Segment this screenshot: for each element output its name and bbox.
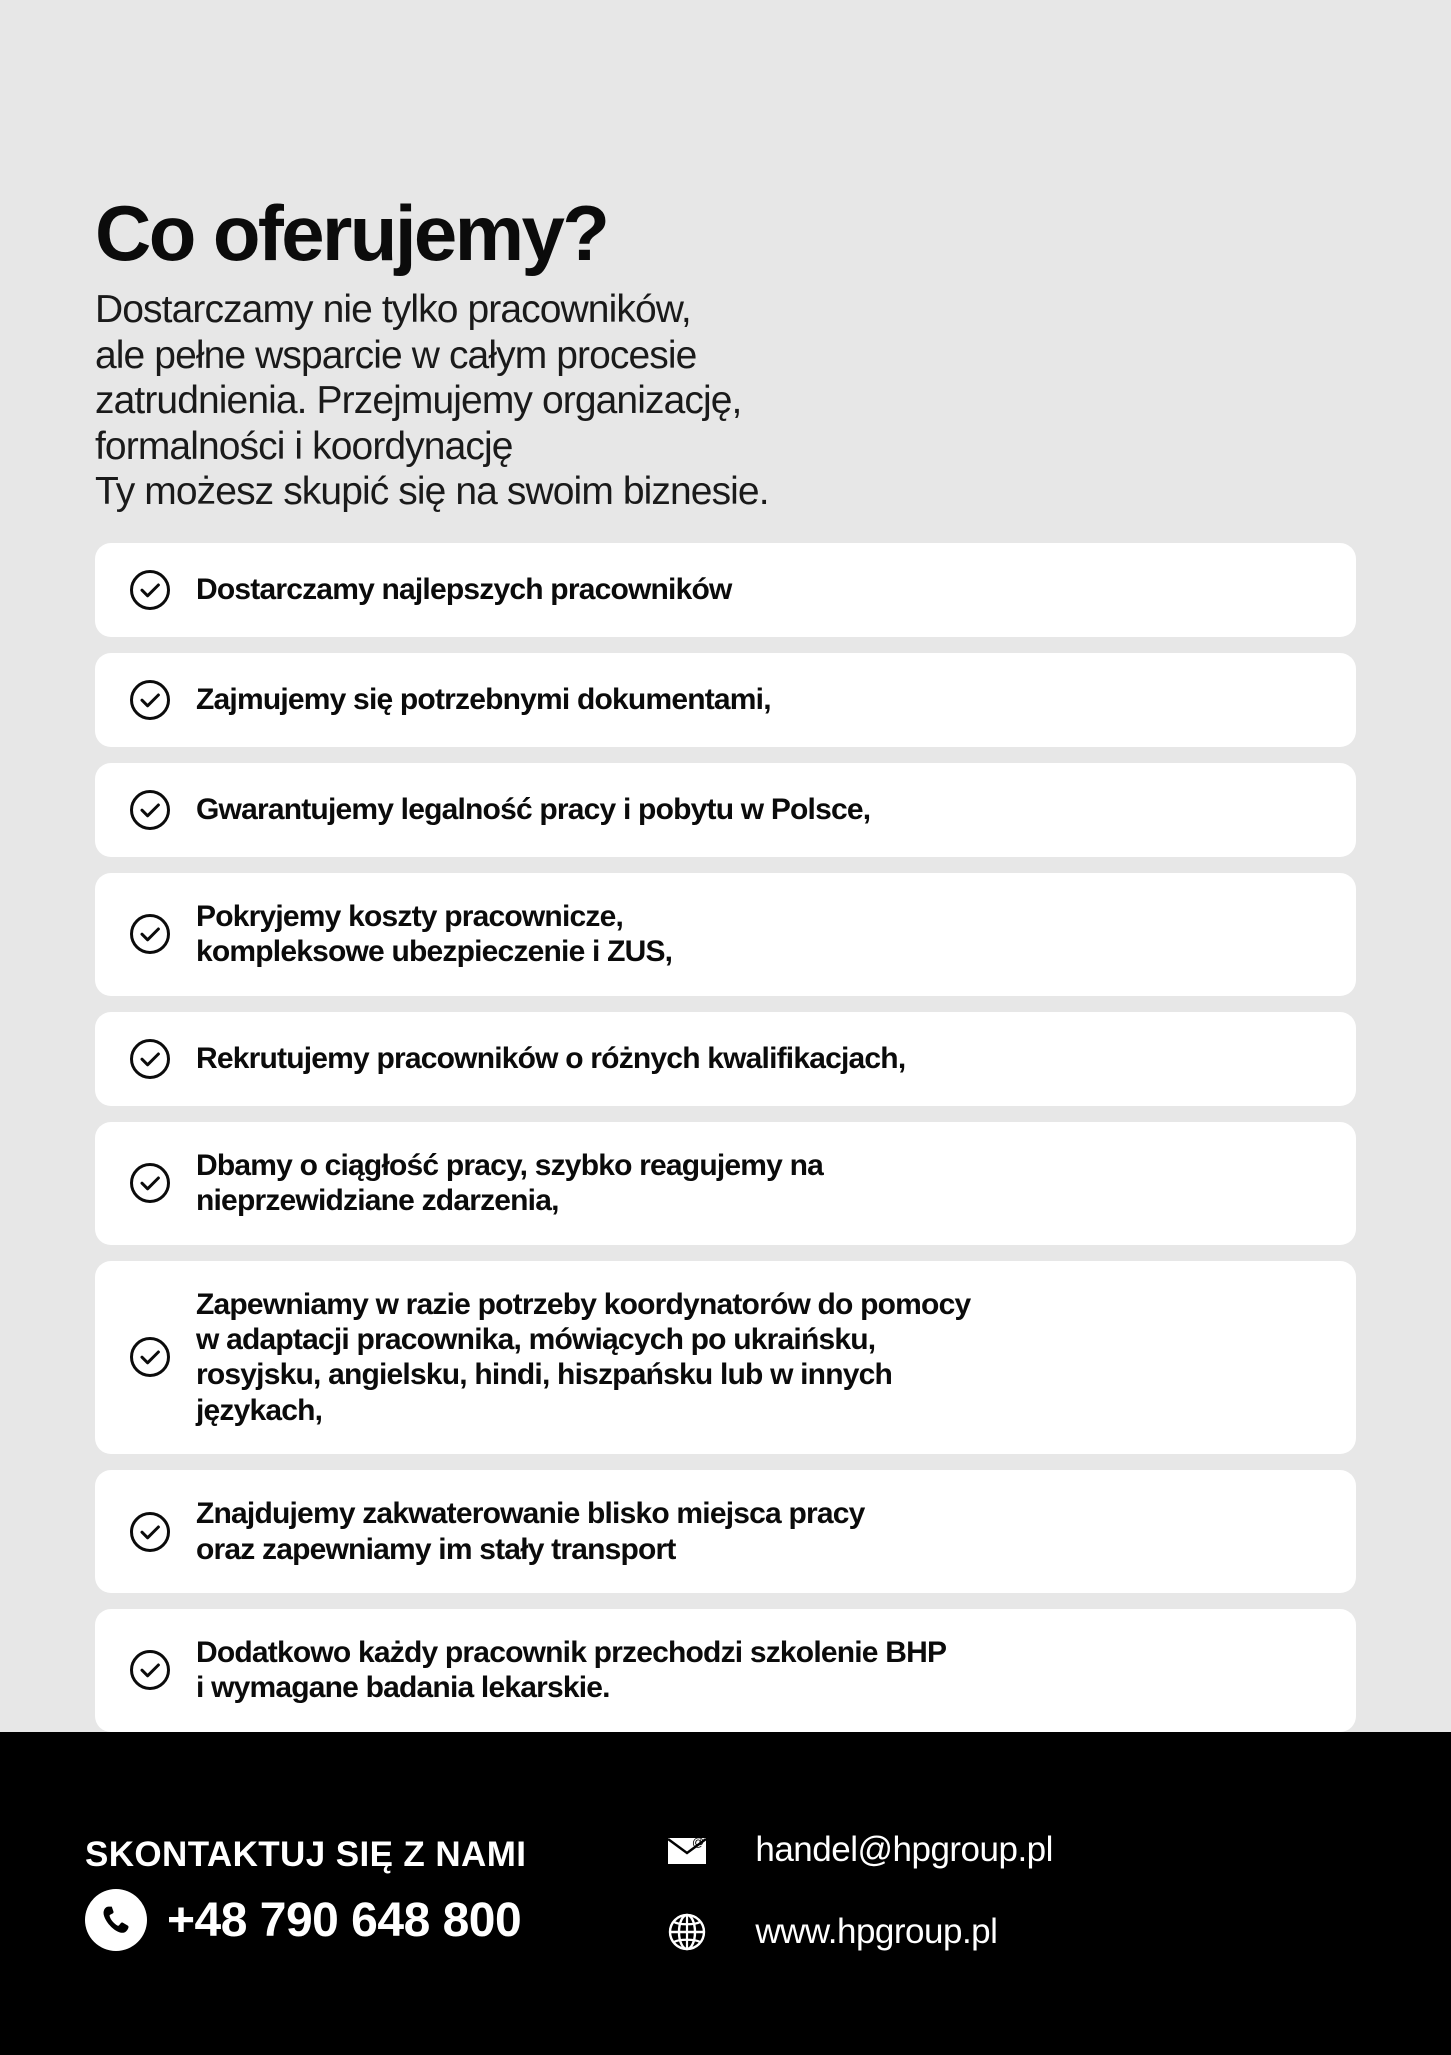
benefit-text bbox=[196, 899, 672, 970]
footer-heading: SKONTAKTUJ SIĘ Z NAMI bbox=[85, 1835, 527, 1875]
check-circle-icon bbox=[129, 1038, 171, 1080]
check-circle-icon bbox=[129, 913, 171, 955]
benefit-line: Zajmujemy się potrzebnymi dokumentami, bbox=[196, 683, 771, 717]
website-row[interactable] bbox=[664, 1909, 1053, 1955]
benefit-item bbox=[95, 1122, 1356, 1245]
benefit-line: Znajdujemy zakwaterowanie blisko miejsca pracy bbox=[196, 1497, 865, 1531]
intro-line: ale pełne wsparcie w całym procesie bbox=[95, 333, 697, 377]
benefit-text bbox=[196, 1287, 970, 1429]
benefit-line: Zapewniamy w razie potrzeby koordynatorów do pomocy bbox=[196, 1287, 971, 1321]
benefit-line: nieprzewidziane zdarzenia, bbox=[196, 1184, 559, 1218]
benefit-text bbox=[196, 682, 771, 717]
benefit-text bbox=[196, 792, 870, 827]
check-circle-icon bbox=[129, 569, 171, 611]
website-url[interactable]: www.hpgroup.pl bbox=[755, 1912, 998, 1952]
email-address[interactable]: handel@hpgroup.pl bbox=[755, 1830, 1053, 1870]
benefit-item bbox=[95, 1012, 1356, 1106]
page-title: Co oferujemy? bbox=[95, 189, 608, 277]
benefit-line: językach, bbox=[196, 1393, 323, 1427]
benefit-text bbox=[196, 1041, 905, 1076]
svg-text:@: @ bbox=[692, 1835, 705, 1850]
benefit-text bbox=[196, 1496, 865, 1567]
check-circle-icon bbox=[129, 1336, 171, 1378]
benefit-item bbox=[95, 763, 1356, 857]
benefit-line: kompleksowe ubezpieczenie i ZUS, bbox=[196, 935, 673, 969]
benefit-line: Pokryjemy koszty pracownicze, bbox=[196, 900, 623, 933]
phone-number[interactable]: +48 790 648 800 bbox=[167, 1893, 522, 1947]
intro-paragraph bbox=[95, 287, 1356, 515]
benefits-list bbox=[95, 543, 1356, 1732]
contact-footer bbox=[0, 1732, 1451, 2055]
benefit-line: Dostarczamy najlepszych pracowników bbox=[196, 573, 732, 607]
check-circle-icon bbox=[129, 679, 171, 721]
phone-row[interactable] bbox=[85, 1889, 526, 1951]
benefit-item bbox=[95, 1470, 1356, 1593]
benefit-item bbox=[95, 1261, 1356, 1455]
benefit-text bbox=[196, 1635, 946, 1706]
email-icon bbox=[664, 1827, 710, 1873]
benefit-item bbox=[95, 1609, 1356, 1732]
benefit-line: Dodatkowo każdy pracownik przechodzi szkolenie BHP bbox=[196, 1635, 947, 1669]
benefit-line: Dbamy o ciągłość pracy, szybko reagujemy na bbox=[196, 1148, 823, 1182]
footer-left-block bbox=[85, 1835, 526, 1951]
footer-right-block bbox=[664, 1827, 1053, 1959]
intro-line: zatrudnienia. Przejmujemy organizację, bbox=[95, 379, 742, 423]
benefit-text bbox=[196, 572, 732, 607]
benefit-item bbox=[95, 873, 1356, 996]
check-circle-icon bbox=[129, 789, 171, 831]
benefit-line: Rekrutujemy pracowników o różnych kwalifikacjach, bbox=[196, 1042, 906, 1076]
benefit-line: Gwarantujemy legalność pracy i pobytu w Polsce, bbox=[196, 793, 871, 827]
benefit-line: w adaptacji pracownika, mówiących po ukraińsku, bbox=[196, 1322, 876, 1356]
benefit-line: oraz zapewniamy im stały transport bbox=[196, 1532, 676, 1566]
benefit-text bbox=[196, 1148, 823, 1219]
benefit-item bbox=[95, 653, 1356, 747]
check-circle-icon bbox=[129, 1162, 171, 1204]
intro-line: Dostarczamy nie tylko pracowników, bbox=[95, 287, 691, 331]
benefit-line: rosyjsku, angielsku, hindi, hiszpańsku lub w innych bbox=[196, 1358, 893, 1392]
globe-icon bbox=[664, 1909, 710, 1955]
benefit-item bbox=[95, 543, 1356, 637]
phone-icon bbox=[85, 1889, 147, 1951]
check-circle-icon bbox=[129, 1511, 171, 1553]
intro-line: formalności i koordynację bbox=[95, 424, 513, 468]
check-circle-icon bbox=[129, 1649, 171, 1691]
intro-line: Ty możesz skupić się na swoim biznesie. bbox=[95, 470, 769, 514]
email-row[interactable] bbox=[664, 1827, 1053, 1873]
benefit-line: i wymagane badania lekarskie. bbox=[196, 1671, 610, 1705]
